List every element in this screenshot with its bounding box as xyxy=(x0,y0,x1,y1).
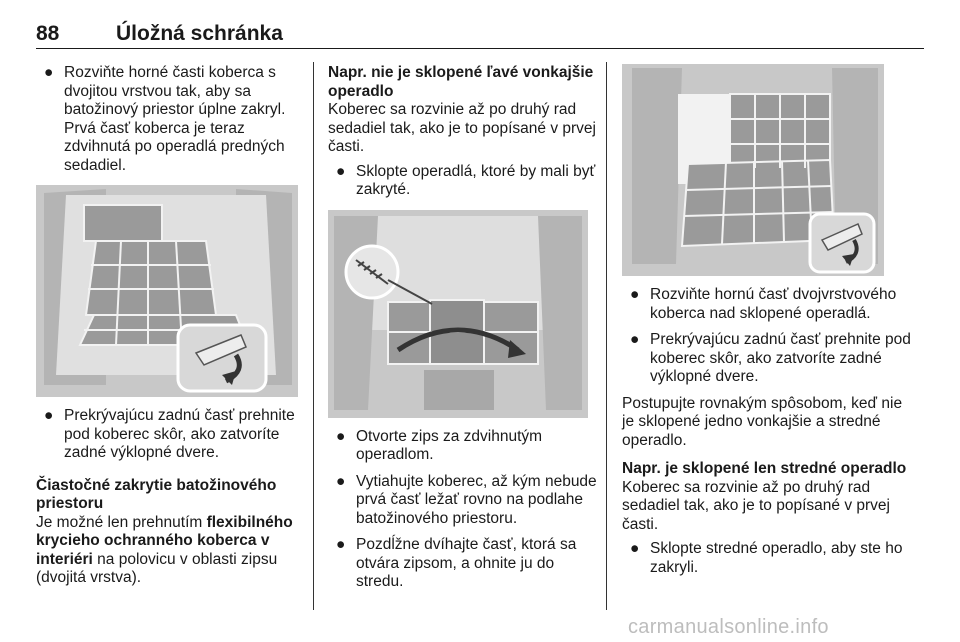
page-number: 88 xyxy=(36,22,60,45)
column-1 xyxy=(36,64,298,594)
paragraph-bold-text: flexibilného krycieho ochranného koberca v interiéri xyxy=(36,513,293,568)
list-item-text: Rozviňte horné časti koberca s dvojitou vrstvou tak, aby sa batožinový priestor úplne zakryl. Prvá časť koberca je teraz zdvihnutá po operadlá predných sedadiel. xyxy=(64,64,286,174)
bullet-icon: ● xyxy=(630,286,640,303)
list-item xyxy=(622,540,912,577)
bullet-icon: ● xyxy=(44,407,54,424)
paragraph-same-procedure: Postupujte rovnakým spôsobom, keď nie je sklopené jedno vonkajšie a stredné operadlo. xyxy=(622,394,903,449)
column-divider xyxy=(606,62,607,610)
page-header xyxy=(36,8,924,49)
list-item-text: Prekrývajúcu zadnú časť prehnite pod koberec skôr, ako zatvoríte zadné výklopné dvere. xyxy=(650,331,911,385)
section-heading-left-backrest: Napr. nie je sklopené ľavé vonkajšie operadlo xyxy=(328,64,594,100)
bullet-icon: ● xyxy=(336,536,346,553)
section-heading-middle-backrest: Napr. je sklopené len stredné operadlo xyxy=(622,460,907,477)
list-item-text: Sklopte operadlá, ktoré by mali byť zakryté. xyxy=(356,162,596,198)
bullet-icon: ● xyxy=(630,331,640,348)
paragraph-middle-backrest: Koberec sa rozvinie až po druhý rad sedadiel tak, ako je to popísané v prvej časti. xyxy=(622,478,890,533)
bullet-icon: ● xyxy=(44,64,54,81)
list-item xyxy=(328,428,598,465)
page-title: Úložná schránka xyxy=(116,22,283,45)
paragraph-text: Je možné len prehnutím xyxy=(36,513,207,531)
list-item xyxy=(328,473,598,529)
illustration-cargo-mat-unfolded xyxy=(36,185,298,397)
list-item-text: Rozviňte hornú časť dvojvrstvového koberca nad sklopené operadlá. xyxy=(650,286,897,322)
illustration-mat-over-backrests xyxy=(622,64,884,276)
list-item xyxy=(36,407,298,463)
column-3 xyxy=(622,64,912,585)
list-item xyxy=(622,286,912,323)
list-item xyxy=(328,536,598,592)
list-item-text: Vytiahujte koberec, až kým nebude prvá časť ležať rovno na podlahe batožinového priestoru. xyxy=(356,472,597,527)
list-item-text: Prekrývajúcu zadnú časť prehnite pod koberec skôr, ako zatvoríte zadné výklopné dvere. xyxy=(64,407,295,461)
list-item-text: Pozdĺžne dvíhajte časť, ktorá sa otvára zipsom, a ohnite ju do stredu. xyxy=(356,536,577,590)
list-item xyxy=(328,163,598,200)
list-item-text: Otvorte zips za zdvihnutým operadlom. xyxy=(356,427,543,463)
illustration-zip-fold xyxy=(328,210,588,418)
bullet-icon: ● xyxy=(336,472,346,490)
paragraph-text: na polovicu v oblasti zipsu (dvojitá vrstva). xyxy=(36,550,278,586)
paragraph-partial-cover xyxy=(36,514,298,588)
bullet-icon: ● xyxy=(336,162,346,180)
bullet-icon: ● xyxy=(336,427,346,445)
list-item xyxy=(36,64,298,175)
bullet-icon: ● xyxy=(630,540,640,557)
list-item-text: Sklopte stredné operadlo, aby ste ho zakryli. xyxy=(650,540,903,576)
section-heading-partial-cover: Čiastočné zakrytie batožinového priestoru xyxy=(36,476,277,512)
watermark: carmanualsonline.info xyxy=(628,616,829,638)
paragraph-left-backrest: Koberec sa rozvinie až po druhý rad sedadiel tak, ako je to popísané v prvej časti. xyxy=(328,101,596,155)
column-2 xyxy=(328,64,598,600)
list-item xyxy=(622,331,912,387)
column-divider xyxy=(313,62,314,610)
